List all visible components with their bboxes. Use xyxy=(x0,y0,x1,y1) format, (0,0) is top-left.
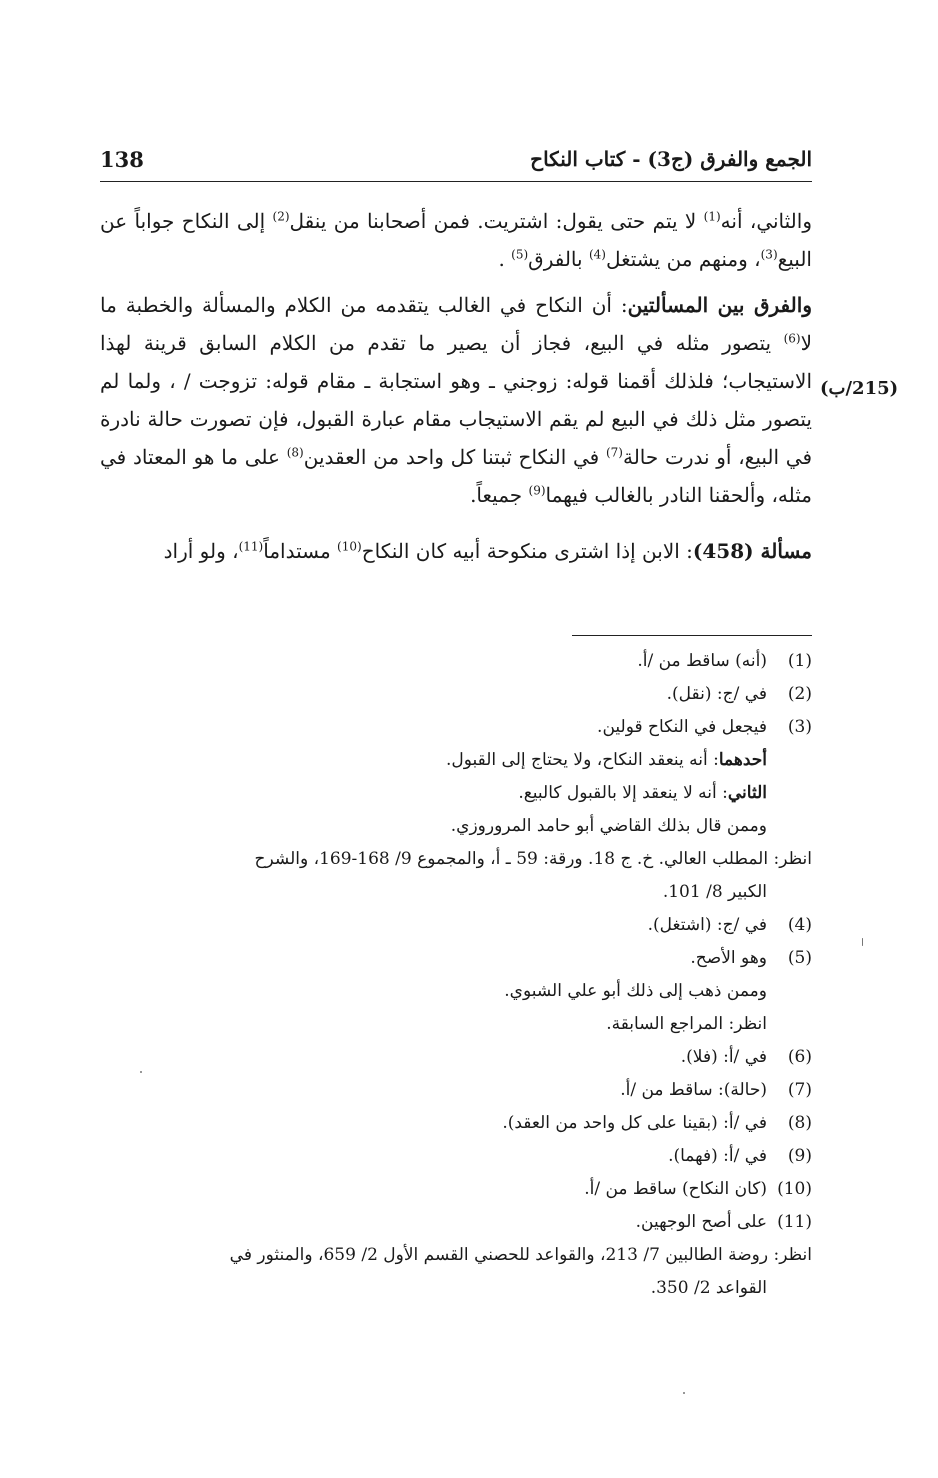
text-run: مستداماً xyxy=(263,539,338,563)
footnote-1 xyxy=(100,645,812,678)
footnote-number: (1) xyxy=(787,651,812,671)
footnote-text: في /ج: (نقل). xyxy=(666,684,767,704)
footnote-number: (11) xyxy=(777,1212,812,1232)
running-title: الجمع والفرق (ج3) - كتاب النكاح xyxy=(530,147,812,171)
footnote-text: (أنه) ساقط من /أ. xyxy=(637,651,767,671)
footnote-6 xyxy=(100,1041,812,1074)
footnote-5-line: وممن ذهب إلى ذلك أبو علي الشبوي. xyxy=(504,981,767,1001)
footnote-text: : أنه ينعقد النكاح، ولا يحتاج إلى القبول. xyxy=(445,750,719,770)
scan-speck xyxy=(683,1392,685,1394)
footnote-ref[interactable]: (10) xyxy=(337,539,362,554)
page-number: 138 xyxy=(100,147,144,172)
footnote-3-line xyxy=(100,744,812,777)
footnote-text: : أنه لا ينعقد إلا بالقبول كالبيع. xyxy=(518,783,728,803)
footnote-ref[interactable]: (2) xyxy=(272,209,290,224)
footnote-5-line: انظر: المراجع السابقة. xyxy=(606,1014,767,1034)
footnote-11-reference: انظر: روضة الطالبين 7/ 213، والقواعد للحصني القسم الأول 2/ 659، والمنثور في xyxy=(229,1245,812,1265)
footnote-3-line xyxy=(100,777,812,810)
text-run: إلى النكاح جواباً عن البيع xyxy=(100,209,812,271)
text-run: . xyxy=(498,247,512,271)
footnote-ref[interactable]: (9) xyxy=(528,483,546,498)
footnote-ref[interactable]: (7) xyxy=(605,445,623,460)
footnote-term: أحدهما xyxy=(718,750,767,770)
footnote-ref[interactable]: (5) xyxy=(511,247,529,262)
paragraph-3 xyxy=(100,532,812,570)
footnote-3-reference: انظر: المطلب العالي. خ. ج 18. ورقة: 59 ـ أ، والمجموع 9/ 168-169، والشرح xyxy=(254,849,812,869)
footnote-3-reference-end: الكبير 8/ 101. xyxy=(662,882,767,902)
text-run: على ما هو المعتاد في مثله، وألحقنا النادر بالغالب فيهما xyxy=(100,445,812,507)
footnote-text: (حالة): ساقط من /أ. xyxy=(620,1080,767,1100)
footnote-text: في /أ: (بقينا على كل واحد من العقد). xyxy=(502,1113,767,1133)
footnote-number: (8) xyxy=(787,1113,812,1133)
footnote-number: (4) xyxy=(787,915,812,935)
footnote-2 xyxy=(100,678,812,711)
section-heading: والفرق بين المسألتين xyxy=(627,293,812,317)
footnote-11 xyxy=(100,1206,812,1239)
footnote-text: في /أ: (فهما). xyxy=(668,1146,767,1166)
paragraph-2 xyxy=(100,286,812,514)
footnote-number: (3) xyxy=(787,717,812,737)
text-run: : أن النكاح في الغالب يتقدمه من الكلام والمسألة والخطبة ما لا xyxy=(100,293,812,355)
footnote-text: فيجعل في النكاح قولين. xyxy=(597,717,767,737)
text-run: لا يتم حتى يقول: اشتريت. فمن أصحابنا من ينقل xyxy=(289,209,704,233)
footnote-11-reference-end: القواعد 2/ 350. xyxy=(650,1278,767,1298)
footnote-number: (9) xyxy=(787,1146,812,1166)
text-run: ، ومنهم من يشتغل xyxy=(605,247,761,271)
footnote-8 xyxy=(100,1107,812,1140)
footnote-ref[interactable]: (6) xyxy=(783,331,801,346)
footnote-9 xyxy=(100,1140,812,1173)
footnote-separator xyxy=(572,635,812,636)
footnote-7 xyxy=(100,1074,812,1107)
text-run: والثاني، أنه xyxy=(720,209,812,233)
footnote-4 xyxy=(100,909,812,942)
text-run: في النكاح ثبتنا كل واحد من العقدين xyxy=(303,445,606,469)
footnote-ref[interactable]: (11) xyxy=(238,539,264,554)
manuscript-folio-ref: (215/ب) xyxy=(820,378,899,399)
text-run: بالفرق xyxy=(528,247,589,271)
issue-heading: مسألة (458) xyxy=(692,539,812,563)
footnote-ref[interactable]: (1) xyxy=(703,209,721,224)
footnote-number: (6) xyxy=(787,1047,812,1067)
footnote-ref[interactable]: (3) xyxy=(760,247,778,262)
footnote-number: (2) xyxy=(787,684,812,704)
footnote-ref[interactable]: (8) xyxy=(286,445,304,460)
text-run: يتصور مثله في البيع، فجاز أن يصير ما تقدم من الكلام السابق قرينة لهذا الاستيجاب؛ فلذلك أقمنا قوله: زوجني ـ وهو استجابة ـ مقام قوله: تزوجت / ، ولما لم يتصور مثل ذلك في البيع لم يقم الاستيجاب مقام عبارة القبول، فإن تصورت حالة نادرة في البيع، أو ندرت حالة xyxy=(100,331,812,469)
footnote-ref[interactable]: (4) xyxy=(588,247,606,262)
footnotes xyxy=(100,645,812,1305)
footnote-text: في /ج: (اشتغل). xyxy=(647,915,767,935)
text-run: : الابن إذا اشترى منكوحة أبيه كان النكاح xyxy=(361,539,693,563)
footnote-text: على أصح الوجهين. xyxy=(635,1212,767,1232)
main-text xyxy=(100,202,812,570)
page-header xyxy=(100,145,812,182)
scan-speck xyxy=(140,1071,142,1073)
text-run: ، ولو أراد xyxy=(163,539,239,563)
footnote-text: وهو الأصح. xyxy=(690,948,767,968)
footnote-number: (5) xyxy=(787,948,812,968)
footnote-text: (كان النكاح) ساقط من /أ. xyxy=(584,1179,767,1199)
footnote-3 xyxy=(100,711,812,744)
footnote-5 xyxy=(100,942,812,975)
footnote-number: (7) xyxy=(787,1080,812,1100)
footnote-3-line: وممن قال بذلك القاضي أبو حامد المروروزي. xyxy=(450,816,767,836)
footnote-text: في /أ: (فلا). xyxy=(680,1047,767,1067)
footnote-number: (10) xyxy=(777,1179,812,1199)
paragraph-1 xyxy=(100,202,812,278)
footnote-10 xyxy=(100,1173,812,1206)
footnote-term: الثاني xyxy=(727,783,767,803)
scan-speck xyxy=(862,938,863,946)
text-run: جميعاً. xyxy=(470,483,529,507)
